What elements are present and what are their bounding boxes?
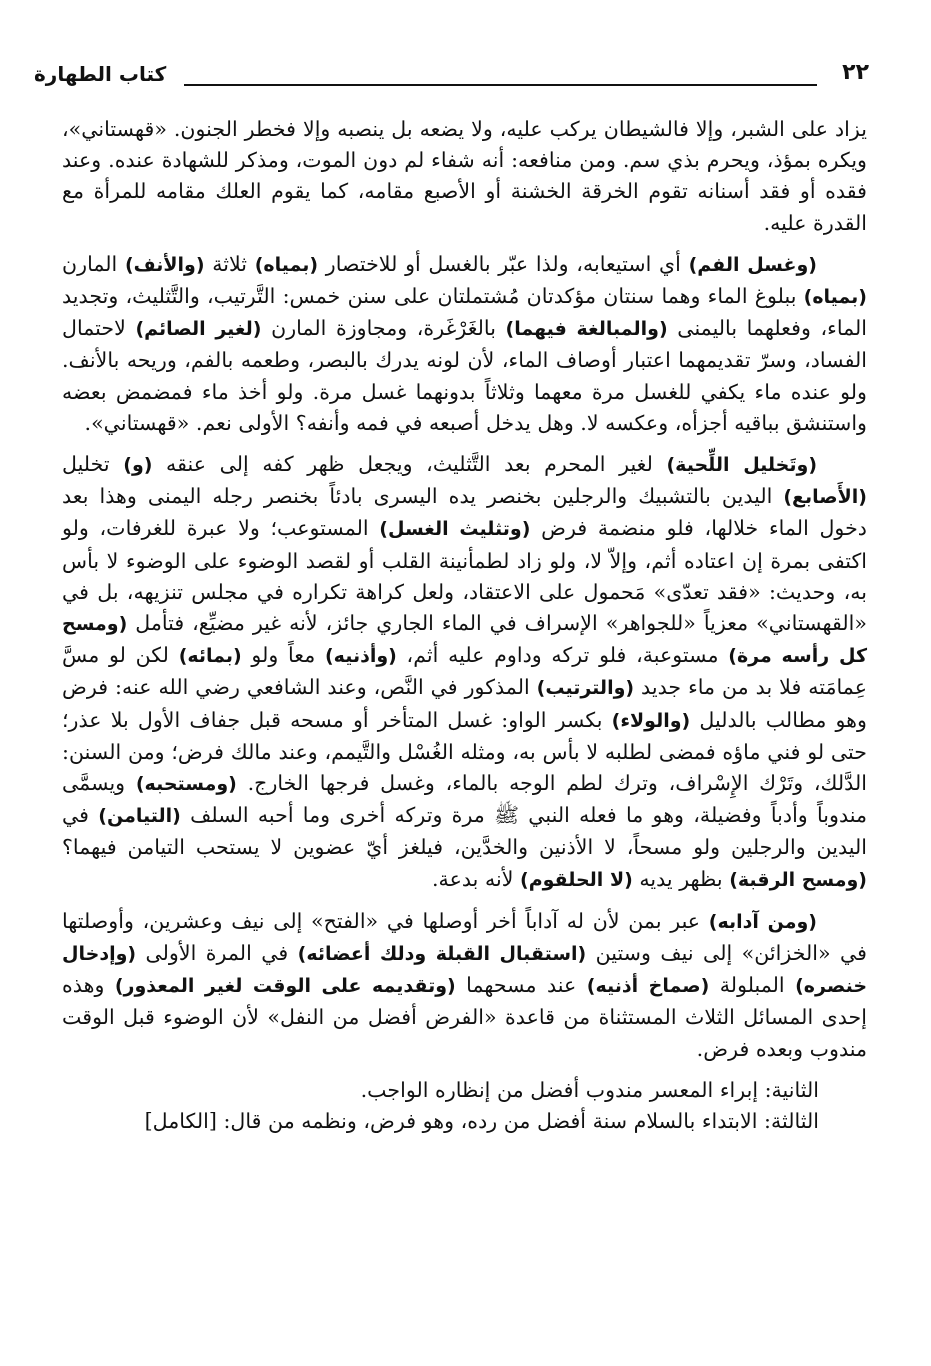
bold-matn-term: (وإدخال خنصره) [62, 943, 868, 998]
paragraph-beard-fingers [62, 449, 867, 896]
commentary-text: عند مسحهما [455, 973, 587, 998]
commentary-text: لغير المحرم بعد التَّثليث، ويجعل ظهر كفه إلى عنقه [152, 452, 667, 477]
page-number: ٢٢ [842, 60, 869, 85]
commentary-text: المارن [62, 251, 125, 276]
commentary-text: اليدين بالتشبيك والرجلين بخنصر يده اليسرى بادئاً بخنصر رجله اليمنى وهذا بعد دخول الماء خلالها، فلو منضمة فرض [62, 484, 867, 541]
commentary-text: بكسر الواو: غسل المتأخر أو مسحه قبل جفاف الأول بلا عذر؛ حتى لو فني ماؤه فمضى لطلبه لا بأس به، ومثله الغُسْل والتَّيمم، وعند مالك فرض؛ ومن السنن: الدَّلك، وتَرْك الإِسْراف، وترك لطم الوجه بالماء، وغسل فرجها الخارج. [62, 707, 867, 796]
commentary-text: ويسمَّى مندوباً وأدباً وفضيلة، وهو ما فعله النبي ﷺ مرة وتركه أخرى وما أحبه السلف [62, 771, 867, 828]
bold-matn-term: (و) [123, 454, 153, 477]
commentary-text: ثلاثة [204, 251, 255, 276]
bold-matn-term: (الأَصابع) [783, 486, 867, 509]
page-body [62, 114, 867, 1137]
commentary-text: المستوعب؛ ولا عبرة للغرفات، ولو اكتفى بمرة إن اعتاده أثم، وإلاّ لا، ولو زاد لطمأنينة القلب أو لقصد الوضوء على الوضوء لا بأس به، وحديث: «فقد تعدّى» مَحمول على الاعتقاد، ولعل كراهة تكراره في مجلس تنزيهه، بل في «القهستاني» معزياً «للجواهر» الإسراف في الماء الجاري جائز، لأنه غير مضيِّع، فتأمل [62, 516, 867, 636]
bold-matn-term: (وتثليث الغسل) [379, 518, 531, 541]
commentary-text: لكن لو مسَّ عِمامَته فلا بد من ماء جديد [62, 643, 868, 700]
bold-matn-term: (بمياه) [803, 286, 867, 309]
bold-matn-term: (ومسح الرقبة) [729, 868, 867, 891]
bold-matn-term: (ومستحبه) [135, 773, 237, 796]
page-header [34, 56, 869, 102]
commentary-text: المذكور في النَّص، وعند الشافعي رضي الله عنه: فرض وهو مطالب بالدليل [62, 675, 867, 732]
commentary-text: المبلولة [709, 973, 796, 998]
bold-matn-term: (والمبالغة فيهما) [505, 318, 668, 341]
commentary-text: تخليل [62, 452, 124, 477]
commentary-text: في اليدين والرجلين ولو مسحاً، لا الأذنين والخدَّين، فيلغز أيّ عضوين لا يستحب التيامن فيهما؟ [62, 803, 867, 860]
commentary-text: يزاد على الشبر، وإلا فالشيطان يركب عليه، ولا يضعه بل ينصبه وإلا فخطر الجنون. «قهستاني»، ويكره بمؤذ، ويحرم بذي سم. ومن منافعه: أنه شفاء لم دون الموت، ومذكر للشهادة عنده. وعند فقده أو فقد أسنانه تقوم الخرقة الخشنة أو الأصبع مقامه، كما يقوم العلك مقامه للمرأة مع القدرة عليه. [62, 117, 867, 235]
paragraph-continuation [62, 114, 867, 239]
commentary-text: لأنه بدعة. [432, 866, 521, 891]
list-line-second: الثانية: إبراء المعسر مندوب أفضل من إنظاره الواجب. [360, 1077, 819, 1102]
bold-matn-term: (وغسل الفم) [688, 253, 817, 276]
commentary-text: أي استيعابه، ولذا عبّر بالغسل أو للاختصار [318, 251, 689, 276]
commentary-text: عبر بمن لأن له آداباً أخر أوصلها في «الفتح» إلى نيف وعشرين، وأوصلتها في «الخزائن» إلى نيف وستين [62, 908, 867, 966]
commentary-text: معاً ولو [241, 643, 325, 668]
bold-matn-term: (التيامن) [98, 805, 181, 828]
bold-matn-term: (صماخ أذنيه) [586, 975, 710, 998]
paragraph-etiquette [62, 906, 867, 1065]
bold-matn-term: (والأنف) [124, 253, 205, 276]
bold-matn-term: (بمائه) [178, 645, 242, 668]
commentary-text: ببلوغ الماء وهما سنتان مؤكدتان مُشتملتان على سنن خمس: التَّرتيب، والتَّثليث، وتجديد الماء، وفعلهما باليمنى [62, 284, 868, 341]
bold-matn-term: (بمياه) [254, 253, 319, 276]
bold-matn-term: (ومسح كل رأسه مرة) [62, 613, 867, 668]
commentary-text: بالغَرْغَرة، ومجاوزة المارن [261, 316, 506, 341]
bold-matn-term: (وتقديمه على الوقت لغير المعذور) [114, 975, 456, 998]
bold-matn-term: (ومن آدابه) [708, 910, 817, 933]
header-rule [184, 84, 817, 86]
bold-matn-term: (وتَخليل اللِّحية) [666, 454, 818, 477]
bold-matn-term: (لا الحلقوم) [520, 868, 633, 891]
bold-matn-term: (والترتيب) [536, 677, 635, 700]
bold-matn-term: (استقبال القبلة ودلك أعضائه) [297, 943, 587, 966]
bold-matn-term: (وأذنيه) [324, 645, 397, 668]
bold-matn-term: (والولاء) [611, 709, 691, 732]
bold-matn-term: (لغير الصائم) [135, 318, 262, 341]
list-line-third: الثالثة: الابتداء بالسلام سنة أفضل من رده، وهو فرض، ونظمه من قال: [الكامل] [144, 1109, 819, 1134]
paragraph-mouth-nose [62, 249, 867, 439]
commentary-text: بظهر يديه [632, 866, 730, 891]
commentary-text: وهذه إحدى المسائل الثلاث المستثناة من قاعدة «الفرض أفضل من النفل» لأن الوضوء قبل الوقت مندوب وبعده فرض. [62, 973, 867, 1061]
commentary-text: مستوعبة، فلو تركه وداوم عليه أثم، [396, 643, 729, 668]
book-title: كتاب الطهارة [34, 62, 167, 86]
commentary-text: لاحتمال الفساد، وسرّ تقديمهما اعتبار أوصاف الماء، لأن لونه يدرك بالبصر، وطعمه بالفم، وريحه بالأنف. ولو عنده ماء يكفي للغسل مرة معهما وثلاثاً بدونهما غسل مرة. ولو أخذ ماء فمضمض بعضه واستنشق بباقيه أجزأه، وعكسه لا. وهل يدخل أصبعه في فمه وأنفه؟ الأولى نعم. «قهستاني». [62, 316, 867, 435]
commentary-text: في المرة الأولى [136, 941, 298, 966]
